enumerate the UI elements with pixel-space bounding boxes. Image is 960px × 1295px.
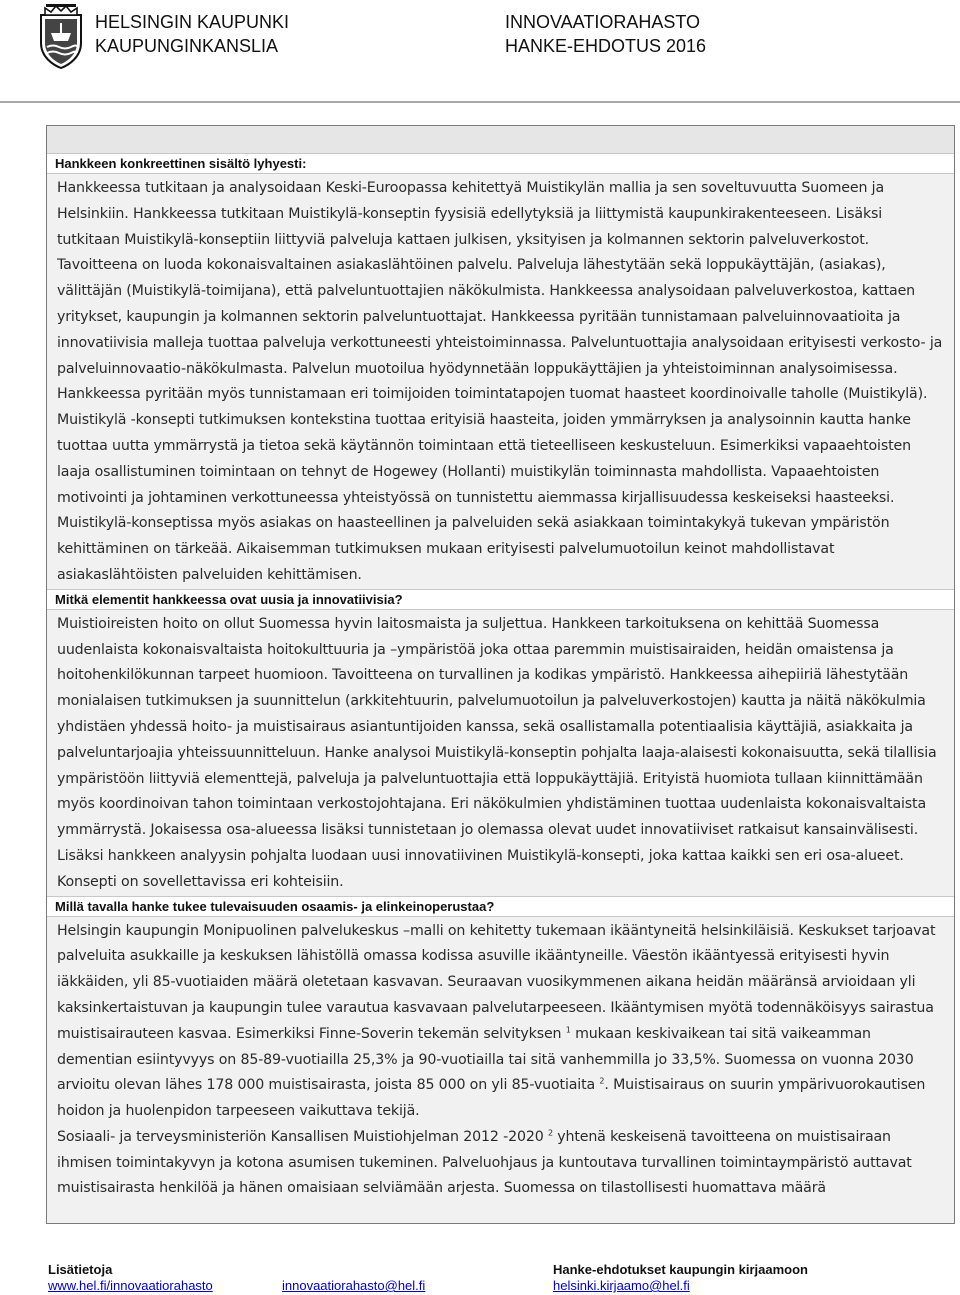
form-content-box xyxy=(46,125,955,1224)
header-divider xyxy=(0,101,960,103)
submission-label: Hanke-ehdotukset kaupungin kirjaamoon xyxy=(553,1262,808,1277)
registry-email-link[interactable]: helsinki.kirjaamo@hel.fi xyxy=(553,1278,690,1293)
section-heading: Millä tavalla hanke tukee tulevaisuuden osaamis- ja elinkeinoperustaa? xyxy=(47,897,954,917)
paragraph: Muistikylä -konsepti tutkimuksen kontekstina tuottaa erityisiä haasteita, joiden ymmärryksen ja analysoinnin kautta hanke tuottaa uutta ymmärrystä ja tietoa sekä käytännön toimintaan että tieteelliseen keskusteluun. Esimerkiksi vapaaehtoisten laaja osallistuminen toimintaan on tehnyt de Hogewey (Hollanti) muistikylän toiminnasta mahdollista. Vapaaehtoisten motivointi ja johtaminen verkottuneessa yhteistyössä on tunnistettu aiemmassa kirjallisuudessa keskeiseksi haasteeksi. Muistikylä-konseptissa myös asiakas on haasteellinen ja palveluiden sekä asiakkaan toimintakykyä tukevan ympäristön kehittäminen on tärkeää. Aikaisemman tutkimuksen mukaan erityisesti palvelumuotoilun keinot mahdollistavat asiakaslähtöisten palveluiden kehittämisen. xyxy=(57,412,911,583)
document-title-line-1: INNOVAATIORAHASTO xyxy=(505,12,701,32)
section-body xyxy=(47,610,954,896)
organization-line-1: HELSINGIN KAUPUNKI xyxy=(95,12,290,32)
page-header xyxy=(0,0,960,100)
document-title-line-2: HANKE-EHDOTUS 2016 xyxy=(505,36,707,56)
section-future-competence xyxy=(47,897,954,1203)
section-body xyxy=(47,174,954,589)
form-top-band xyxy=(47,126,954,154)
section-heading: Mitkä elementit hankkeessa ovat uusia ja innovatiivisia? xyxy=(47,590,954,610)
section-content-summary xyxy=(47,154,954,590)
paragraph: Sosiaali- ja terveysministeriön Kansallisen Muistiohjelman 2012 -2020 $^2$ yhtenä keskeisenä tavoitteena on muistisairaan ihmisen toimintakyvyn ja kotona asumisen tukeminen. Palveluohjaus ja kuntoutava turvallinen toimintaympäristö auttavat muistisairasta henkilöä ja hänen omaisiaan selviämään arjesta. Suomessa on tilastollisesti huomattava määrä xyxy=(57,1128,912,1197)
more-info-label: Lisätietoja xyxy=(48,1262,113,1277)
section-heading: Hankkeen konkreettinen sisältö lyhyesti: xyxy=(47,154,954,174)
paragraph: Hankkeessa tutkitaan ja analysoidaan Keski-Euroopassa kehitettyä Muistikylän mallia ja sen soveltuvuutta Suomeen ja Helsinkiin. Hankkeessa tutkitaan Muistikylä-konseptin fyysisiä edellytyksiä ja liittymistä kaupunkirakenteeseen. Lisäksi tutkitaan Muistikylä-konseptiin liittyviä palveluja kattaen julkisen, yksityisen ja kolmannen sektorin palveluverkostot. Tavoitteena on luoda kokonaisvaltainen asiakaslähtöinen palvelu. Palveluja lähestytään sekä loppukäyttäjän, (asiakas), välittäjän (Muistikylä-toimijana), että palveluntuottajien näkökulmista. Hankkeessa analysoidaan palveluverkostoa, kattaen yritykset, kaupungin ja kolmannen sektorin palveluntuottajat. Hankkeessa pyritään tunnistamaan palveluinnovaatioita ja innovatiivisia malleja tuottaa palveluja verkottuneesti yhteistoiminnassa. Palveluntuottajia analysoidaan erityisesti verkosto- ja palveluinnovaatio-näkökulmasta. Palvelun muotoilua hyödynnetään loppukäyttäjien ja yhteistoiminnan analysoimisessa. Hankkeessa pyritään myös tunnistamaan eri toimijoiden toimintatapojen tuomat haasteet koordinoivalle taholle (Muistikylä). xyxy=(57,180,943,403)
paragraph: Muistioireisten hoito on ollut Suomessa hyvin laitosmaista ja suljettua. Hankkeen tarkoituksena on kehittää Suomessa uudenlaista kokonaisvaltaista hoitokulttuuria ja –ympäristöä joka ottaa paremmin muistisairaiden, heidän omaistensa ja hoitohenkilökunnan tarpeet huomioon. Tavoitteena on turvallinen ja kodikas ympäristö. Hankkeessa aihepiiriä lähestytään monialaisen tutkimuksen ja suunnittelun (arkkitehtuurin, palvelumuotoilun ja palveluverkostojen) kautta ja näitä näkökulmia yhdistäen yhdessä hoito- ja muistisairaus asiantuntijoiden kanssa, sekä osallistamalla potentiaalisia käyttäjiä, asiakkaita ja palveluntarjoajia yhteissuunnitteluun. Hanke analysoi Muistikylä-konseptin pohjalta laaja-alaisesti kokonaisuutta, sekä tilallisia ympäristöön liittyviä elementtejä, palveluja ja palveluntuottajia että loppukäyttäjiä. Erityistä huomiota tullaan kiinnittämään myös koordinoivan tahon toimintaan verkostojohtajana. Eri näkökulmien yhdistäminen tuottaa uudenlaista kokonaisvaltaista ymmärrystä. Jokaisessa osa-alueessa lisäksi tunnistetaan jo olemassa olevat uudet innovatiiviset ratkaisut kansainvälisesti. Lisäksi hankkeen analyysin pohjalta luodaan uusi innovatiivinen Muistikylä-konsepti, joka kattaa kaikki sen eri osa-alueet. Konsepti on sovellettavissa eri kohteisiin. xyxy=(57,615,937,890)
helsinki-crest-logo xyxy=(37,3,85,69)
document-title xyxy=(505,10,706,58)
section-body xyxy=(47,917,954,1203)
email-link[interactable]: innovaatiorahasto@hel.fi xyxy=(282,1278,426,1293)
website-link[interactable]: www.hel.fi/innovaatiorahasto xyxy=(48,1278,213,1293)
page-footer xyxy=(0,1262,960,1295)
organization-name xyxy=(95,10,289,58)
paragraph: Helsingin kaupungin Monipuolinen palvelukeskus –malli on kehitetty tukemaan ikääntyneitä helsinkiläisiä. Keskukset tarjoavat palveluita asukkaille ja keskuksen lähistöllä omassa kodissa asuville ikääntyneille. Väestön ikääntyessä erityisesti hyvin iäkkäiden, yli 85-vuotiaiden määrä oletetaan kasvavan. Seuraavan vuosikymmenen aikana heidän määränsä arvioidaan yli kaksinkertaistuvan ja kaupungin tulee varautua kasvavaan palvelutarpeeseen. Ikääntymisen myötä todennäköisyys sairastua muistisairauteen kasvaa. Esimerkiksi Finne-Soverin tekemän selvityksen $^1$ mukaan keskivaikean tai sitä vaikeamman dementian esiintyvyys on 85-89-vuotiailla 25,3% ja 90-vuotiailla tai sitä vanhemmilla jo 33,5%. Suomessa on vuonna 2030 arvioitu olevan lähes 178 000 muistisairasta, joista 85 000 on yli 85-vuotiaita $^2$. Muistisairaus on suurin ympärivuorokautisen hoidon ja huolenpidon tarpeeseen vaikuttava tekijä. xyxy=(57,922,936,1120)
organization-line-2: KAUPUNGINKANSLIA xyxy=(95,36,279,56)
section-innovative-elements xyxy=(47,590,954,897)
